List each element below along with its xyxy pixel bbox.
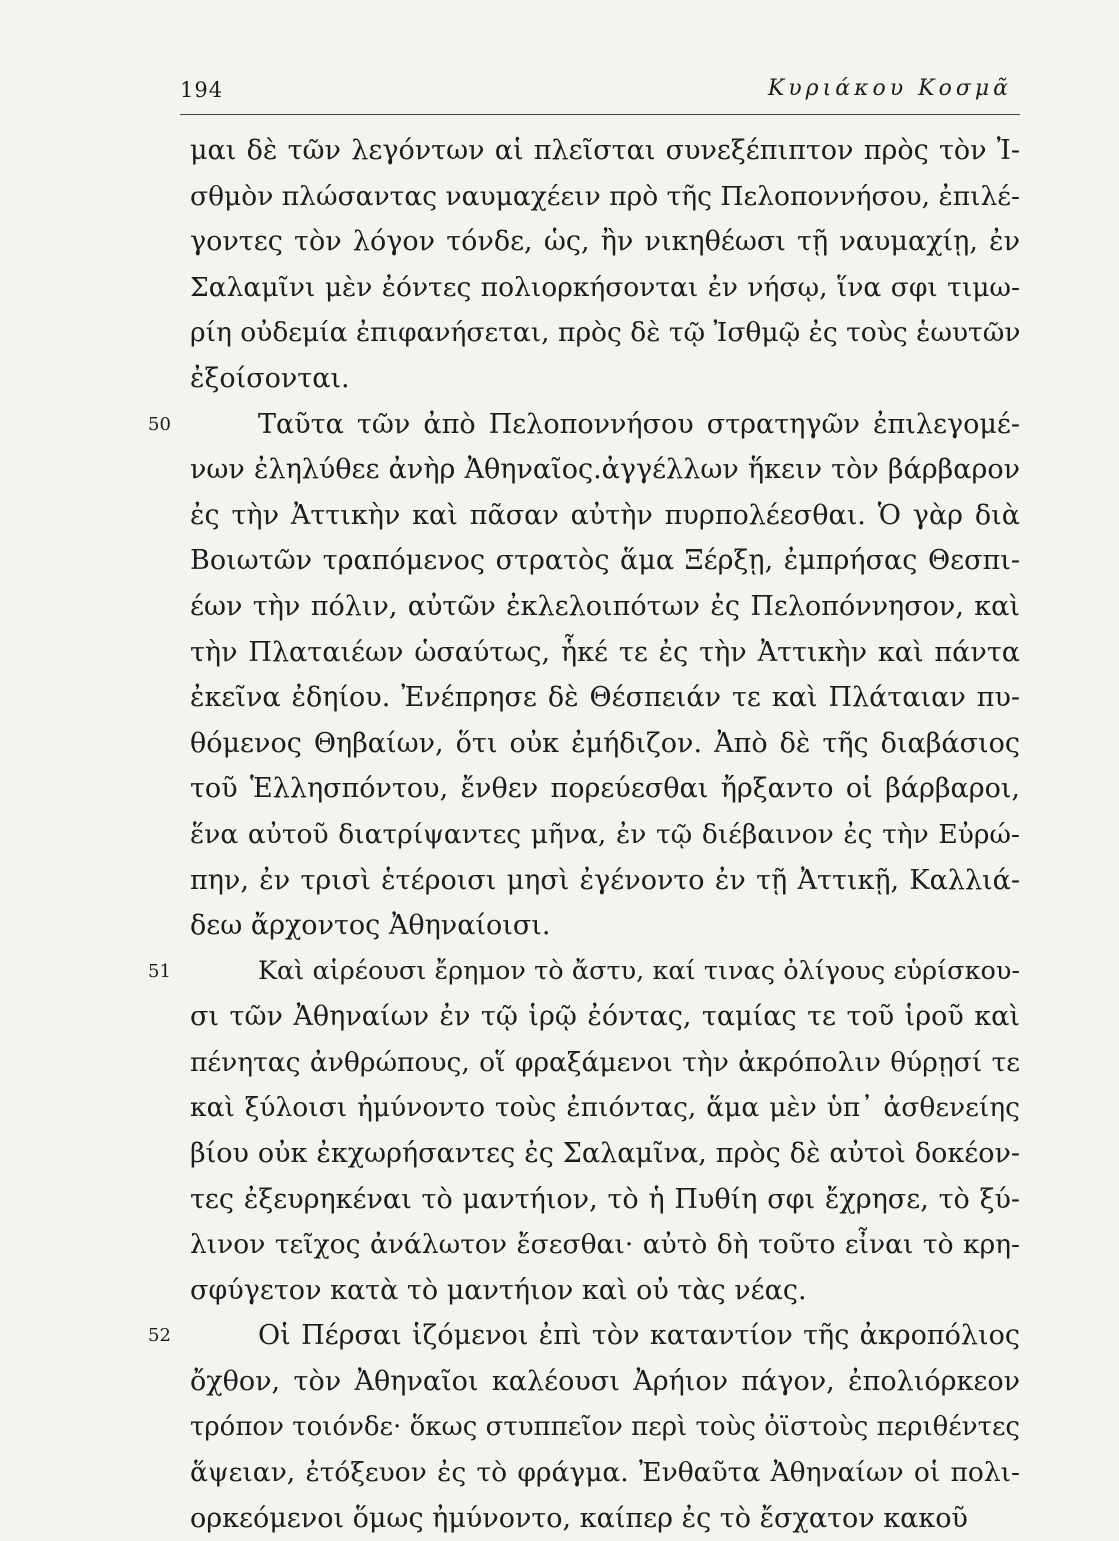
text-line (190, 310, 1020, 356)
line-text: Οἱ Πέρσαι ἱζόμενοι ἐπὶ τὸν καταντίον τῆς ἀκροπόλιος (258, 1320, 1020, 1352)
text-line (190, 1268, 1020, 1314)
line-text: ορκεόμενοι ὅμως ἠμύνοντο, καίπερ ἐς τὸ ἔσχατον κακοῦ (190, 1502, 968, 1534)
line-text: Καὶ αἱρέουσι ἔρημον τὸ ἄστυ, καί τινας ὀλίγους εὑρίσκου- (258, 955, 1020, 986)
line-text: Βοιωτῶν τραπόμενος στρατὸς ἅμα Ξέρξῃ, ἐμπρήσας Θεσπι- (190, 545, 1020, 577)
page-number: 194 (180, 78, 224, 102)
text-line (190, 1222, 1020, 1268)
text-line (190, 1085, 1020, 1131)
text-line (190, 1405, 1020, 1451)
line-text: σθμὸν πλώσαντας ναυμαχέειν πρὸ τῆς Πελοποννήσου, ἐπιλέ- (190, 180, 1020, 212)
line-text: έων τὴν πόλιν, αὐτῶν ἐκλελοιπότων ἐς Πελοπόννησον, καὶ (190, 590, 1020, 622)
running-head (180, 70, 1020, 110)
line-text: δεω ἄρχοντος Ἀθηναίοισι. (190, 910, 551, 942)
text-line (190, 1040, 1020, 1086)
line-text: βίου οὐκ ἐκχωρήσαντες ἐς Σαλαμῖνα, πρὸς δὲ αὐτοὶ δοκέον- (190, 1138, 1020, 1170)
text-line (190, 1496, 1020, 1541)
line-text: τρόπον τοιόνδε· ὅκως στυππεῖον περὶ τοὺς ὀϊστοὺς περιθέντες (190, 1411, 1020, 1442)
line-text: σι τῶν Ἀθηναίων ἐν τῷ ἱρῷ ἐόντας, ταμίας τε τοῦ ἱροῦ καὶ (190, 1001, 1020, 1033)
text-line (190, 447, 1020, 493)
text-line (190, 858, 1020, 904)
text-line (190, 538, 1020, 584)
line-text: ἐκεῖνα ἐδηίου. Ἐνέπρησε δὲ Θέσπειάν τε καὶ Πλάταιαν πυ- (190, 682, 1020, 714)
line-text: τες ἐξευρηκέναι τὸ μαντήιον, τὸ ἡ Πυθίη σφι ἔχρησε, τὸ ξύ- (190, 1183, 1020, 1215)
text-line (190, 812, 1020, 858)
text-line (190, 356, 1020, 402)
text-line (190, 675, 1020, 721)
line-text: σφύγετον κατὰ τὸ μαντήιον καὶ οὐ τὰς νέας. (190, 1274, 807, 1306)
text-line (190, 219, 1020, 265)
text-line (190, 584, 1020, 630)
running-title: Κυριάκου Κοσμᾶ (767, 76, 1012, 101)
body-text (148, 128, 1021, 1541)
line-text: ρίη οὐδεμία ἐπιφανήσεται, πρὸς δὲ τῷ Ἰσθμῷ ἐς τοὺς ἑωυτῶν (190, 317, 1021, 349)
text-line (190, 493, 1020, 539)
text-line (148, 402, 1020, 448)
line-text: τὴν Πλαταιέων ὡσαύτως, ἧκέ τε ἐς τὴν Ἀττικὴν καὶ πάντα (190, 636, 1020, 668)
text-line (190, 174, 1020, 220)
line-text: ἐξοίσονται. (190, 362, 350, 394)
text-line (190, 994, 1020, 1040)
section-number: 50 (148, 413, 171, 435)
line-text: νων ἐληλύθεε ἀνὴρ Ἀθηναῖος.ἀγγέλλων ἥκειν τὸν βάρβαρον (190, 454, 1020, 486)
line-text: καὶ ξύλοισι ἠμύνοντο τοὺς ἐπιόντας, ἅμα μὲν ὑπ᾽ ἀσθενείης (190, 1092, 1020, 1124)
line-text: μαι δὲ τῶν λεγόντων αἱ πλεῖσται συνεξέπιπτον πρὸς τὸν Ἰ- (190, 135, 1020, 166)
section-number: 51 (148, 960, 171, 982)
line-text: Ταῦτα τῶν ἀπὸ Πελοποννήσου στρατηγῶν ἐπιλεγομέ- (258, 408, 1020, 440)
section-number: 52 (148, 1325, 171, 1347)
text-line (190, 630, 1020, 676)
line-text: πένητας ἀνθρώπους, οἵ φραξάμενοι τὴν ἀκρόπολιν θύρῃσί τε (190, 1046, 1020, 1078)
text-line (190, 1359, 1020, 1405)
line-text: γοντες τὸν λόγον τόνδε, ὡς, ἢν νικηθέωσι τῇ ναυμαχίῃ, ἐν (190, 226, 1020, 258)
line-text: ἐς τὴν Ἀττικὴν καὶ πᾶσαν αὐτὴν πυρπολέεσθαι. Ὁ γὰρ διὰ (190, 499, 1020, 531)
text-line (148, 949, 1020, 995)
text-line (190, 721, 1020, 767)
text-line (190, 128, 1020, 174)
line-text: ἅψειαν, ἐτόξευον ἐς τὸ φράγμα. Ἐνθαῦτα Ἀθηναίων οἱ πολι- (190, 1457, 1020, 1489)
text-line (190, 265, 1020, 311)
line-text: ὄχθον, τὸν Ἀθηναῖοι καλέουσι Ἀρήιον πάγον, ἐπολιόρκεον (190, 1366, 1020, 1398)
header-rule (180, 114, 1020, 115)
text-line (190, 766, 1020, 812)
text-line (148, 1313, 1020, 1359)
text-line (190, 1450, 1020, 1496)
line-text: Σαλαμῖνι μὲν ἐόντες πολιορκήσονται ἐν νήσῳ, ἵνα σφι τιμω- (190, 271, 1020, 303)
line-text: ἕνα αὐτοῦ διατρίψαντες μῆνα, ἐν τῷ διέβαινον ἐς τὴν Εὐρώ- (190, 818, 1020, 850)
line-text: θόμενος Θηβαίων, ὅτι οὐκ ἐμήδιζον. Ἀπὸ δὲ τῆς διαβάσιος (190, 727, 1020, 759)
text-line (190, 1177, 1020, 1223)
line-text: τοῦ Ἑλλησπόντου, ἔνθεν πορεύεσθαι ἤρξαντο οἱ βάρβαροι, (190, 773, 1020, 805)
text-line (190, 1131, 1020, 1177)
text-line (190, 903, 1020, 949)
line-text: λινον τεῖχος ἀνάλωτον ἔσεσθαι· αὐτὸ δὴ τοῦτο εἶναι τὸ κρη- (190, 1229, 1020, 1261)
line-text: πην, ἐν τρισὶ ἑτέροισι μησὶ ἐγένοντο ἐν τῇ Ἀττικῇ, Καλλιά- (190, 864, 1020, 896)
